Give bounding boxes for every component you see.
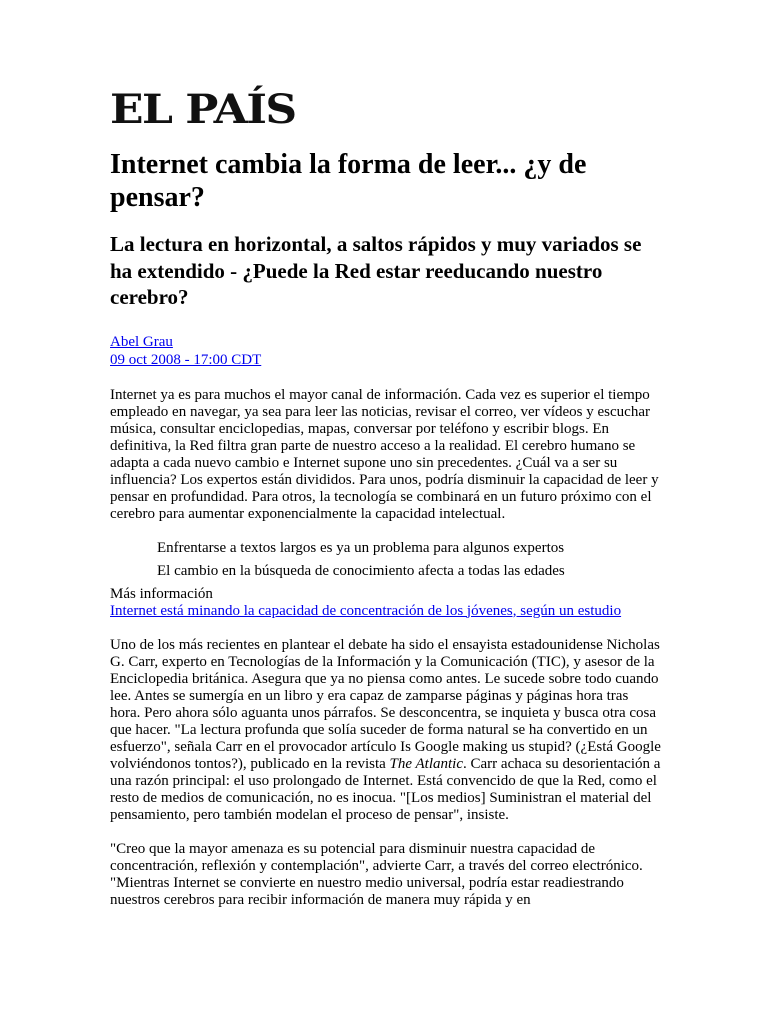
date-link[interactable]: 09 oct 2008 - 17:00 CDT [110,351,262,368]
paragraph-2-part-1: Uno de los más recientes en plantear el debate ha sido el ensayista estadounidense Nicholas G. Carr, experto en Tecnologías de la Información y la Comunicación (TIC), y asesor de la Enciclopedia británica. Asegura que ya no piensa como antes. Le sucede sobre todo cuando lee. Antes se sumergía en un libro y era capaz de zamparse páginas y páginas hora tras hora. Pero ahora sólo aguanta unos párrafos. Se desconcentra, se inquieta y busca otra cosa que hacer. "La lectura profunda que solía suceder de forma natural se ha convertido en un esfuerzo", señala Carr en el provocador artículo Is Google making us stupid? (¿Está Google volviéndonos tontos?), publicado en la revista [110,636,661,772]
article-subheadline: La lectura en horizontal, a saltos rápidos y muy variados se ha extendido - ¿Puede la Red estar reeducando nuestro cerebro? [110,232,642,309]
more-info-label: Más información [110,585,213,602]
author-link[interactable]: Abel Grau [110,333,173,350]
more-info-link[interactable]: Internet está minando la capacidad de concentración de los jóvenes, según un estudio [110,602,622,619]
paragraph-1: Internet ya es para muchos el mayor canal de información. Cada vez es superior el tiempo empleado en navegar, ya sea para leer las noticias, revisar el correo, ver vídeos y escuchar música, consultar enciclopedias, mapas, conversar por teléfono y escribir blogs. En definitiva, la Red filtra gran parte de nuestro acceso a la realidad. El cerebro humano se adapta a cada nuevo cambio e Internet supone uno sin precedentes. ¿Cuál va a ser su influencia? Los expertos están divididos. Para unos, podría disminuir la capacidad de leer y pensar en profundidad. Para otros, la tecnología se combinará en un futuro próximo con el cerebro para aumentar exponencialmente la capacidad intelectual. [110,386,659,522]
more-info-link-wrap [110,603,662,620]
article [110,86,662,926]
paragraph-2 [110,637,662,824]
byline [110,333,662,369]
paragraph-3: "Creo que la mayor amenaza es su potencial para disminuir nuestra capacidad de concentración, reflexión y contemplación", advierte Carr, a través del correo electrónico. "Mientras Internet se convierte en nuestro medio universal, podría estar readiestrando nuestros cerebros para recibir información de manera muy rápida y en [110,840,643,908]
article-headline: Internet cambia la forma de leer... ¿y de pensar? [110,149,587,213]
el-pais-logo: EL PAÍS [110,86,296,134]
paragraph-2-part-2: . Carr achaca su desorientación a una razón principal: el uso prolongado de Internet. Está convencido de que la Red, como el resto de medios de comunicación, no es inocua. "[Los medios] Suministran el material del pensamiento, pero también modelan el proceso de pensar", insiste. [110,755,661,823]
related-headline-1: Enfrentarse a textos largos es ya un problema para algunos expertos [157,539,565,556]
magazine-name: The Atlantic [389,755,464,772]
related-headline-2: El cambio en la búsqueda de conocimiento afecta a todas las edades [157,562,565,579]
